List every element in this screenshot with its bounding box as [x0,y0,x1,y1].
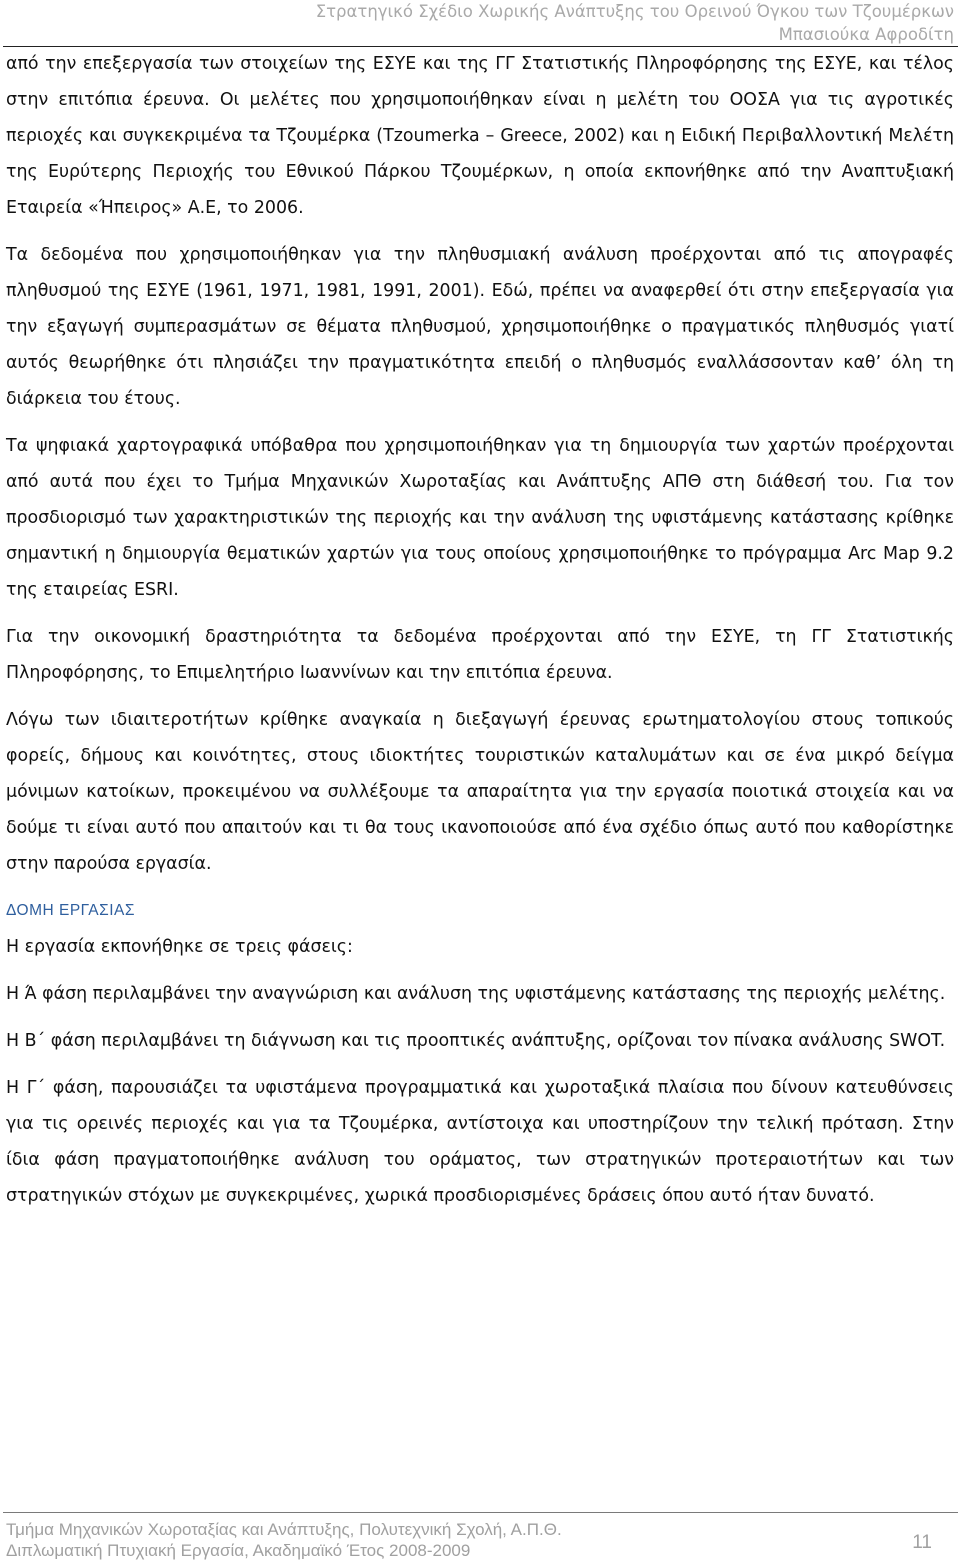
document-body [6,46,954,1225]
page-footer [6,1519,766,1561]
phase-a-paragraph: Η Ά φάση περιλαμβάνει την αναγνώριση και ανάλυση της υφιστάμενης κατάστασης της περιοχής μελέτης. [6,984,946,1004]
paragraph-population-data: Τα δεδομένα που χρησιμοποιήθηκαν για την πληθυσμιακή ανάλυση προέρχονται από τις απογραφές πληθυσμού της ΕΣΥΕ (1961, 1971, 1981, 1991, 2001). Εδώ, πρέπει να αναφερθεί ότι στην επεξεργασία για την εξαγωγή συμπερασμάτων σε θέματα πληθυσμού, χρησιμοποιήθηκε ο πραγματικός πληθυσμός γιατί αυτός θεωρήθηκε ότι πλησιάζει την πραγματικότητα επειδή ο πληθυσμός εναλλάσσονταν καθ’ όλη τη διάρκεια του έτους. [6,245,954,409]
phase-c-paragraph: Η Γ΄ φάση, παρουσιάζει τα υφιστάμενα προγραμματικά και χωροταξικά πλαίσια που δίνουν κατευθύνσεις για τις ορεινές περιοχές και για τα Τζουμέρκα, αντίστοιχα και υποστηρίζουν την τελική πρόταση. Στην ίδια φάση πραγματοποιήθηκε ανάλυση του οράματος, των στρατηγικών προτεραιοτήτων και των στρατηγικών στόχων με συγκεκριμένες, χωρικά προσδιορισμένες δράσεις όπου αυτό ήταν δυνατό. [6,1078,954,1206]
section-intro: Η εργασία εκπονήθηκε σε τρεις φάσεις: [6,937,353,957]
running-header [54,0,954,46]
paragraph-economic-data: Για την οικονομική δραστηριότητα τα δεδομένα προέρχονται από την ΕΣΥΕ, τη ΓΓ Στατιστικής Πληροφόρησης, το Επιμελητήριο Ιωαννίνων και την επιτόπια έρευνα. [6,627,954,683]
paragraph-cartographic-data: Τα ψηφιακά χαρτογραφικά υπόβαθρα που χρησιμοποιήθηκαν για τη δημιουργία των χαρτών προέρχονται από αυτά που έχει το Τμήμα Μηχανικών Χωροταξίας και Ανάπτυξης ΑΠΘ στη διάθεσή του. Για τον προσδιορισμό των χαρακτηριστικών της περιοχής και την ανάλυση της υφιστάμενης κατάστασης κρίθηκε σημαντική η δημιουργία θεματικών χαρτών για τους οποίους χρησιμοποιήθηκε το πρόγραμμα Arc Map 9.2 της εταιρείας ESRI. [6,436,954,600]
footer-thesis-info: Διπλωματική Πτυχιακή Εργασία, Ακαδημαϊκό Έτος 2008-2009 [6,1541,471,1560]
header-author: Μπασιούκα Αφροδίτη [778,25,954,44]
paragraph-sources: από την επεξεργασία των στοιχείων της ΕΣΥΕ και της ΓΓ Στατιστικής Πληροφόρησης της ΕΣΥΕ, και τέλος στην επιτόπια έρευνα. Οι μελέτες που χρησιμοποιήθηκαν είναι η μελέτη του ΟΟΣΑ για τις αγροτικές περιοχές και συγκεκριμένα τα Τζουμέρκα (Tzoumerka – Greece, 2002) και η Ειδική Περιβαλλοντική Μελέτη της Ευρύτερης Περιοχής του Εθνικού Πάρκου Τζουμέρκων, η οποία εκπονήθηκε από την Αναπτυξιακή Εταιρεία «Ήπειρος» Α.Ε, το 2006. [6,54,954,218]
footer-department: Τμήμα Μηχανικών Χωροταξίας και Ανάπτυξης, Πολυτεχνική Σχολή, Α.Π.Θ. [6,1520,562,1539]
paragraph-questionnaire: Λόγω των ιδιαιτεροτήτων κρίθηκε αναγκαία η διεξαγωγή έρευνας ερωτηματολογίου στους τοπικούς φορείς, δήμους και κοινότητες, στους ιδιοκτήτες τουριστικών καταλυμάτων και σε ένα μικρό δείγμα μόνιμων κατοίκων, προκειμένου να συλλέξουμε τα απαραίτητα για την εργασία ποιοτικά στοιχεία και να δούμε τι είναι αυτό που απαιτούν και τι θα τους ικανοποιούσε από ένα σχέδιο όπως αυτό που καθορίστηκε στην παρούσα εργασία. [6,710,954,874]
header-title: Στρατηγικό Σχέδιο Χωρικής Ανάπτυξης του Ορεινού Όγκου των Τζουμέρκων [315,2,954,21]
footer-divider [3,1512,958,1513]
section-heading: ΔΟΜΗ ΕΡΓΑΣΙΑΣ [6,902,135,919]
page-number: 11 [912,1532,932,1553]
phase-b-paragraph: Η Β΄ φάση περιλαμβάνει τη διάγνωση και τις προοπτικές ανάπτυξης, ορίζοναι τον πίνακα ανάλυσης SWOT. [6,1031,946,1051]
